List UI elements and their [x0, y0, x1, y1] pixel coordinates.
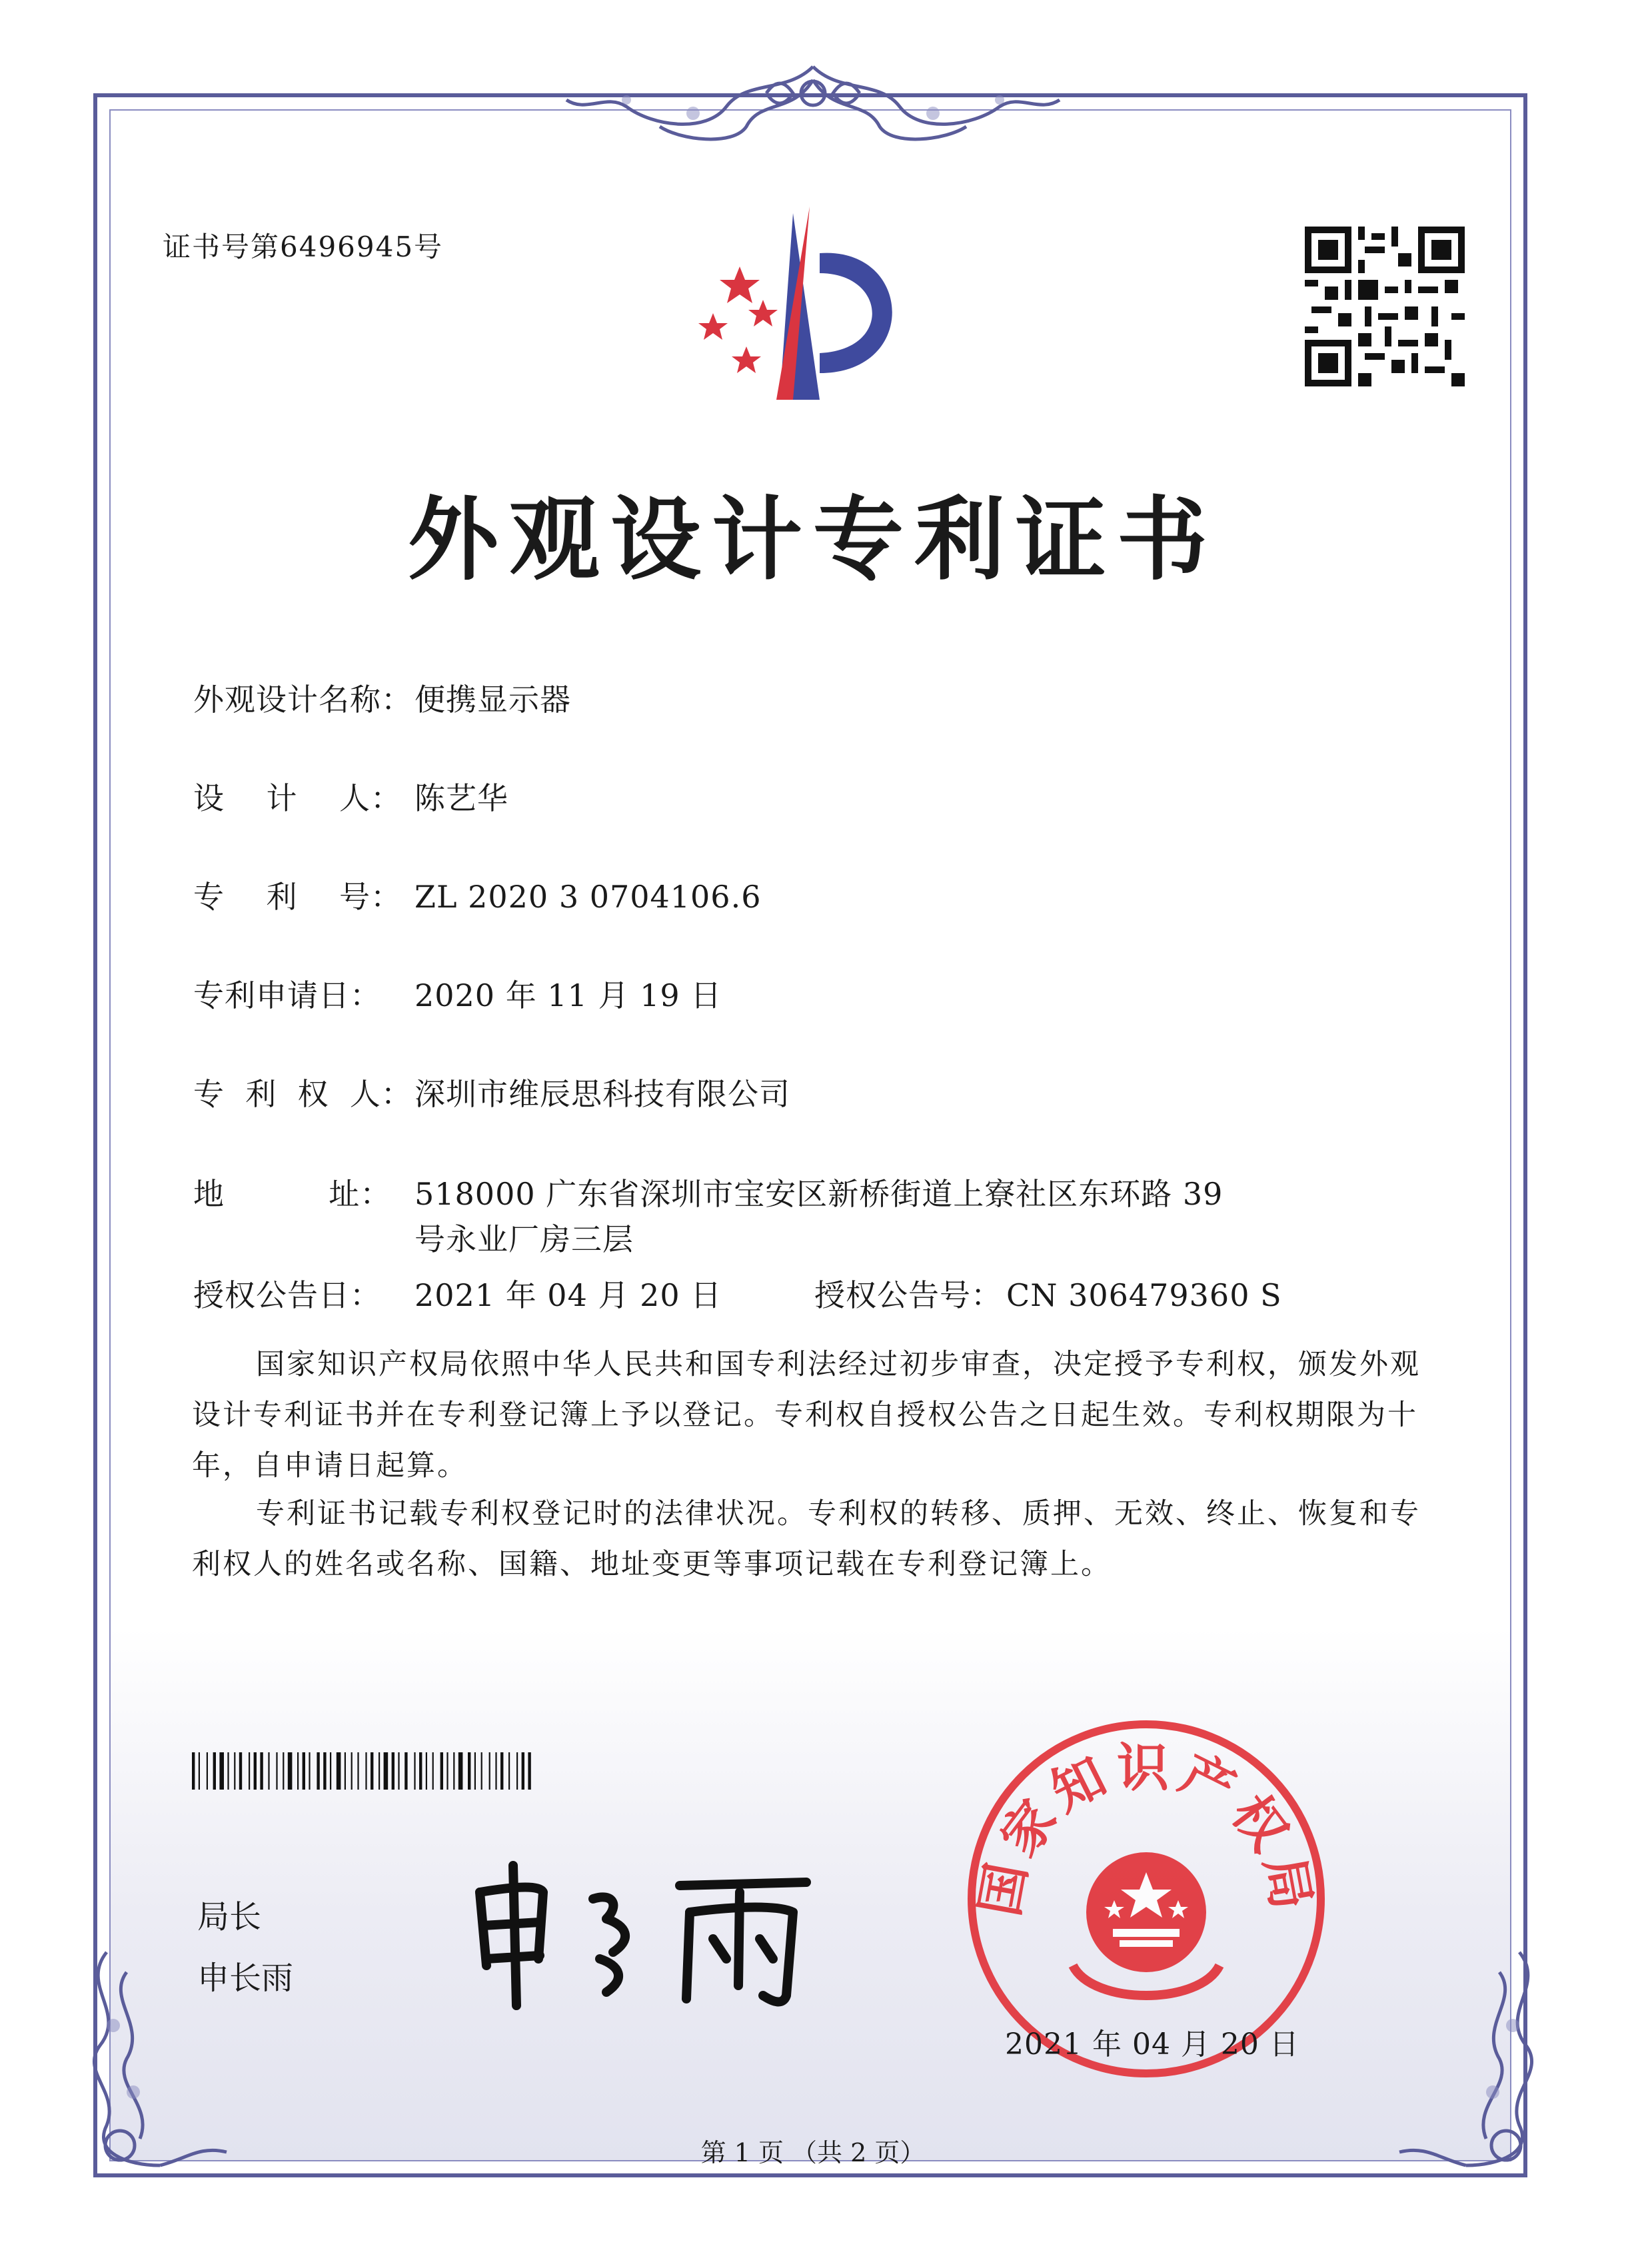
barcode-bar — [426, 1752, 427, 1790]
field-label: 专 利 权 人： — [193, 1076, 412, 1112]
barcode-bar — [283, 1752, 284, 1790]
barcode-bar — [495, 1752, 496, 1790]
field-value: 深圳市维辰思科技有限公司 — [414, 1076, 790, 1112]
legal-paragraph-1: 国家知识产权局依照中华人民共和国专利法经过初步审查，决定授予专利权，颁发外观设计专利证书并在专利登记簿上予以登记。专利权自授权公告之日起生效。专利权期限为十年，自申请日起算。 — [192, 1348, 1421, 1482]
field-patent-number — [193, 873, 761, 917]
barcode-bar — [446, 1752, 448, 1790]
barcode-bar — [500, 1752, 503, 1790]
barcode-bar — [199, 1752, 200, 1790]
certificate-title: 外观设计专利证书 — [408, 486, 1218, 593]
field-value: ZL 2020 3 0704106.6 — [414, 879, 762, 915]
patent-office-emblem — [693, 207, 933, 406]
barcode-bar — [288, 1752, 293, 1790]
field-grant-date — [193, 1271, 722, 1315]
barcode-bar — [516, 1752, 518, 1790]
barcode-bar — [357, 1752, 359, 1790]
barcode-bar — [227, 1752, 229, 1790]
barcode-bar — [379, 1752, 380, 1790]
barcode-bar — [405, 1752, 407, 1790]
barcode-bar — [365, 1752, 367, 1790]
barcode-bar — [213, 1752, 216, 1790]
field-label: 专 利 号： — [193, 879, 402, 915]
field-patentee — [193, 1070, 790, 1114]
barcode-bar — [474, 1752, 476, 1790]
page-footer: 第 1 页 （共 2 页） — [700, 2138, 926, 2167]
barcode-bar — [392, 1752, 395, 1790]
barcode-bar — [440, 1752, 443, 1790]
barcode-bar — [468, 1752, 470, 1790]
barcode-bar — [268, 1752, 269, 1790]
field-label: 设 计 人： — [193, 780, 402, 816]
barcode — [192, 1752, 618, 1790]
barcode-bar — [254, 1752, 257, 1790]
seal-date: 2021 年 04 月 20 日 — [1005, 2027, 1299, 2061]
barcode-bar — [303, 1752, 305, 1790]
field-value: CN 306479360 S — [1006, 1277, 1282, 1313]
field-grant-number — [814, 1271, 1282, 1315]
barcode-bar — [317, 1752, 319, 1790]
barcode-bar — [384, 1752, 389, 1790]
top-scroll-ornament — [546, 53, 1080, 153]
barcode-bar — [337, 1752, 341, 1790]
barcode-bar — [297, 1752, 299, 1790]
barcode-bar — [528, 1752, 530, 1790]
field-value: 陈艺华 — [414, 780, 508, 816]
field-label: 授权公告号： — [814, 1277, 1002, 1313]
barcode-bar — [453, 1752, 454, 1790]
barcode-bar — [249, 1752, 250, 1790]
certificate-number: 证书号第6496945号 — [163, 231, 444, 263]
barcode-bar — [239, 1752, 242, 1790]
barcode-bar — [192, 1752, 195, 1790]
director-signature — [460, 1852, 833, 2012]
barcode-bar — [234, 1752, 235, 1790]
field-application-date — [193, 971, 722, 1015]
barcode-bar — [414, 1752, 415, 1790]
barcode-bar — [207, 1752, 208, 1790]
barcode-bar — [351, 1752, 353, 1790]
address-line-2-row — [414, 1215, 634, 1259]
barcode-bar — [419, 1752, 422, 1790]
field-design-name — [193, 676, 571, 720]
director-name: 申长雨 — [197, 1960, 294, 1997]
field-designer — [193, 774, 508, 818]
director-title: 局长 — [197, 1898, 262, 1936]
legal-paragraph-2: 专利证书记载专利权登记时的法律状况。专利权的转移、质押、无效、终止、恢复和专利权人的姓名或名称、国籍、地址变更等事项记载在专利登记簿上。 — [192, 1497, 1421, 1581]
barcode-bar — [432, 1752, 434, 1790]
barcode-bar — [489, 1752, 490, 1790]
barcode-bar — [219, 1752, 224, 1790]
field-label: 外观设计名称： — [193, 682, 412, 718]
barcode-bar — [323, 1752, 326, 1790]
field-address — [193, 1170, 1223, 1214]
barcode-bar — [481, 1752, 482, 1790]
barcode-bar — [345, 1752, 346, 1790]
field-label: 专利申请日： — [193, 977, 381, 1013]
address-line-1: 518000 广东省深圳市宝安区新桥街道上寮社区东环路 39 — [414, 1176, 1223, 1212]
barcode-bar — [458, 1752, 463, 1790]
field-value: 2020 年 11 月 19 日 — [414, 977, 722, 1013]
field-value: 2021 年 04 月 20 日 — [414, 1277, 722, 1313]
barcode-bar — [276, 1752, 277, 1790]
barcode-bar — [309, 1752, 310, 1790]
field-label: 地 址： — [193, 1176, 392, 1212]
field-value: 便携显示器 — [414, 682, 571, 718]
qr-code — [1305, 227, 1465, 386]
barcode-bar — [522, 1752, 524, 1790]
seal-text: 国家知识产权局 — [969, 1738, 1323, 1921]
barcode-bar — [398, 1752, 399, 1790]
barcode-bar — [330, 1752, 331, 1790]
field-label: 授权公告日： — [193, 1277, 381, 1313]
address-line-2: 号永业厂房三层 — [414, 1221, 634, 1257]
barcode-bar — [371, 1752, 373, 1790]
barcode-bar — [260, 1752, 263, 1790]
barcode-bar — [508, 1752, 510, 1790]
